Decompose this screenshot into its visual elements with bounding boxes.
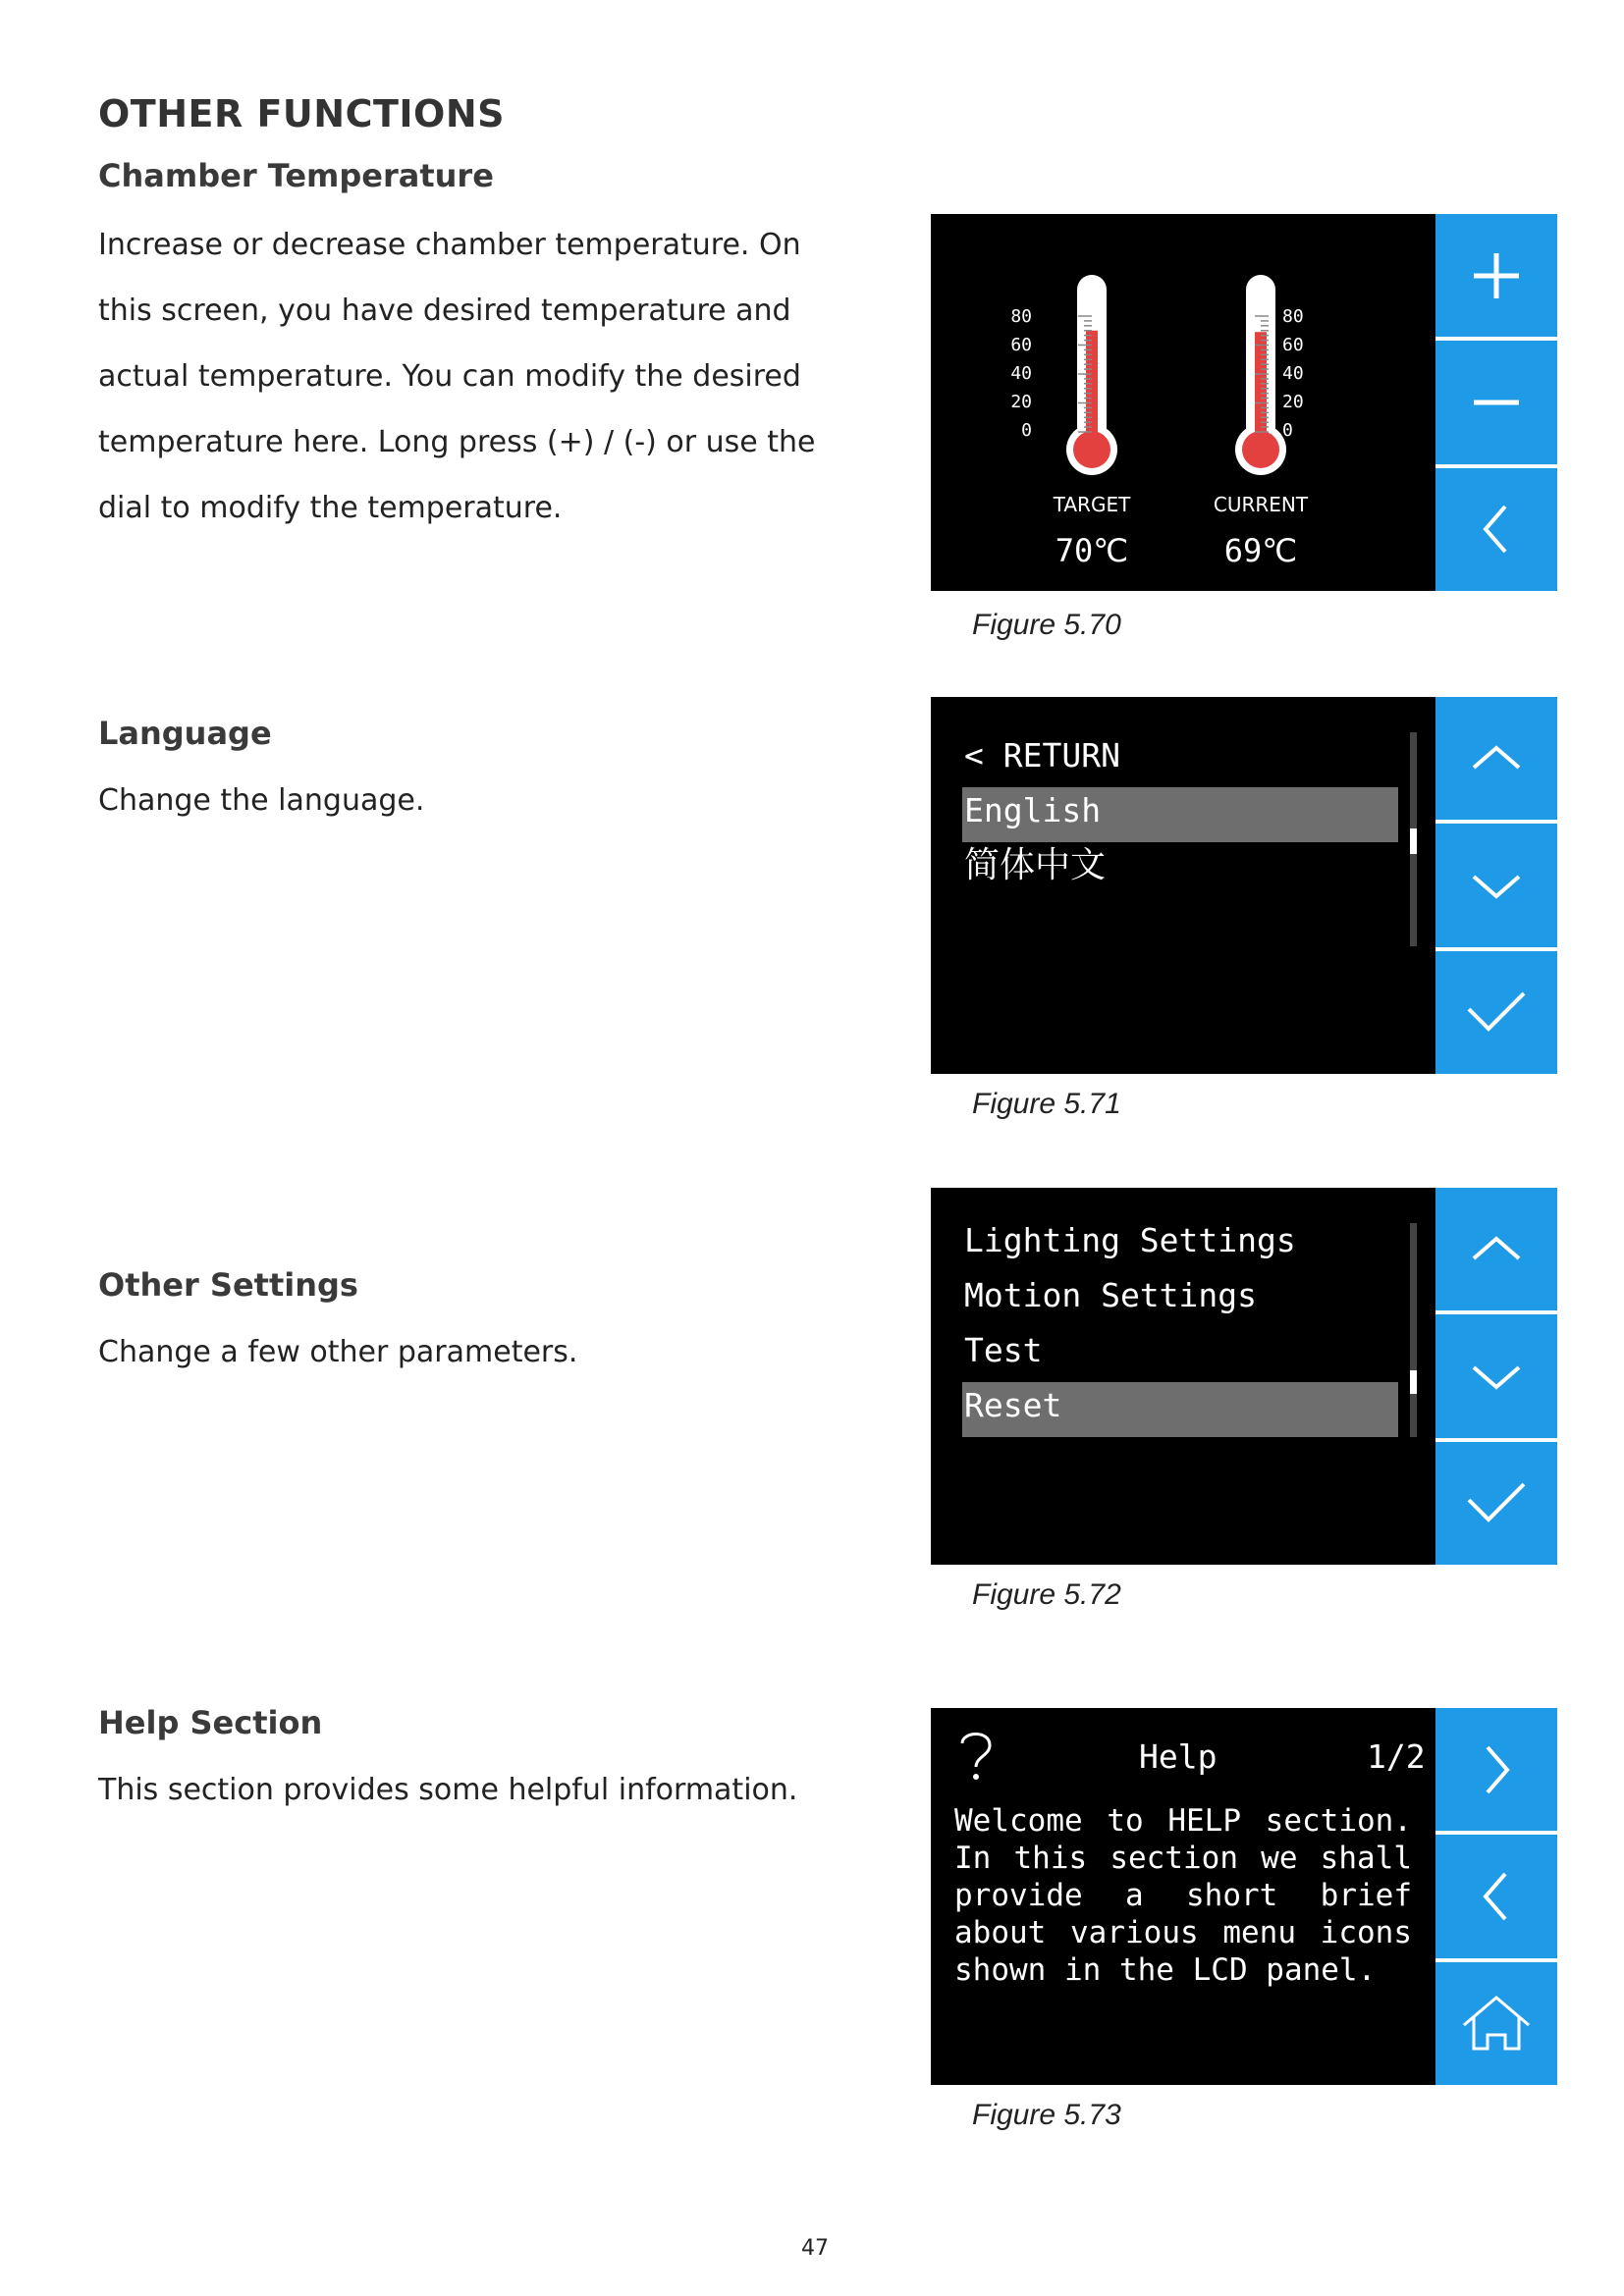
- scrollbar[interactable]: [1410, 1223, 1417, 1437]
- target-label: TARGET: [1053, 493, 1131, 516]
- scale-tick-label: 60: [1282, 335, 1304, 355]
- confirm-button[interactable]: [1435, 1442, 1557, 1565]
- scrollbar-thumb[interactable]: [1410, 1370, 1417, 1394]
- back-arrow-icon: [1470, 1870, 1523, 1923]
- menu-item-test[interactable]: Test: [964, 1331, 1043, 1369]
- menu-item-english[interactable]: English: [962, 787, 1398, 842]
- scroll-down-button[interactable]: [1435, 1314, 1557, 1437]
- page-heading: OTHER FUNCTIONS: [98, 92, 506, 135]
- help-text-line: provide a short brief: [954, 1878, 1412, 1913]
- description-line: this screen, you have desired temperature and: [98, 294, 791, 328]
- scale-tick-label: 20: [1010, 392, 1032, 412]
- scroll-down-button[interactable]: [1435, 824, 1557, 946]
- scroll-up-button[interactable]: [1435, 1188, 1557, 1310]
- increase-button[interactable]: [1435, 214, 1557, 337]
- menu-item-motion-settings[interactable]: Motion Settings: [964, 1276, 1258, 1314]
- help-text-line: shown in the LCD panel.: [954, 1952, 1377, 1988]
- plus-icon: [1470, 249, 1523, 302]
- figure-caption: Figure 5.73: [972, 2099, 1121, 2131]
- help-text-line: Welcome to HELP section.: [954, 1803, 1412, 1839]
- target-temperature-value: 70℃: [1055, 532, 1129, 569]
- back-button[interactable]: [1435, 1835, 1557, 1957]
- scrollbar[interactable]: [1410, 732, 1417, 946]
- figure-caption: Figure 5.70: [972, 609, 1121, 641]
- chamber-temperature-heading: Chamber Temperature: [98, 157, 494, 194]
- scale-tick-label: 0: [1021, 420, 1032, 441]
- checkmark-icon: [1465, 986, 1528, 1039]
- help-text-line: about various menu icons: [954, 1915, 1412, 1950]
- page-number: 47: [801, 2236, 829, 2261]
- language-description: Change the language.: [98, 783, 425, 818]
- help-section-description: This section provides some helpful information.: [98, 1773, 798, 1807]
- help-title: Help: [1139, 1737, 1218, 1776]
- checkmark-icon: [1465, 1476, 1528, 1529]
- next-page-button[interactable]: [1435, 1708, 1557, 1831]
- figure-caption: Figure 5.72: [972, 1578, 1121, 1611]
- help-screen: [931, 1708, 1557, 2085]
- menu-item-lighting-settings[interactable]: Lighting Settings: [964, 1221, 1296, 1259]
- menu-item-return[interactable]: < RETURN: [964, 736, 1120, 774]
- current-label: CURRENT: [1213, 493, 1309, 516]
- button-column: [1435, 1188, 1557, 1565]
- up-arrow-icon: [1470, 1223, 1523, 1276]
- next-arrow-icon: [1470, 1743, 1523, 1796]
- scale-tick-label: 80: [1010, 306, 1032, 327]
- minus-icon: [1470, 376, 1523, 429]
- scale-tick-label: 40: [1010, 363, 1032, 384]
- down-arrow-icon: [1470, 859, 1523, 912]
- button-column: [1435, 214, 1557, 591]
- question-mark-icon: [956, 1728, 996, 1783]
- menu-item-reset[interactable]: Reset: [962, 1382, 1398, 1437]
- home-icon: [1460, 1992, 1533, 2055]
- settings-list: [962, 1217, 1398, 1437]
- menu-item-chinese[interactable]: 简体中文: [964, 845, 1107, 885]
- button-column: [1435, 1708, 1557, 2085]
- other-settings-screen: [931, 1188, 1557, 1565]
- home-button[interactable]: [1435, 1962, 1557, 2085]
- decrease-button[interactable]: [1435, 341, 1557, 463]
- other-settings-description: Change a few other parameters.: [98, 1335, 578, 1369]
- help-text-line: In this section we shall: [954, 1841, 1412, 1876]
- scale-tick-label: 60: [1010, 335, 1032, 355]
- chamber-temperature-description: [98, 212, 816, 541]
- button-column: [1435, 697, 1557, 1074]
- description-line: temperature here. Long press (+) / (-) or use the: [98, 425, 816, 459]
- help-text: [954, 1802, 1412, 1989]
- back-arrow-icon: [1470, 503, 1523, 556]
- description-line: actual temperature. You can modify the desired: [98, 359, 801, 394]
- target-thermometer-icon: [1066, 275, 1117, 475]
- scale-tick-label: 80: [1282, 306, 1304, 327]
- scrollbar-thumb[interactable]: [1410, 828, 1417, 854]
- current-temperature-value: 69℃: [1223, 532, 1298, 569]
- scale-tick-label: 40: [1282, 363, 1304, 384]
- scroll-up-button[interactable]: [1435, 697, 1557, 820]
- chamber-temperature-screen: [931, 214, 1557, 591]
- back-button[interactable]: [1435, 468, 1557, 591]
- language-list: [962, 732, 1398, 897]
- current-thermometer-icon: [1235, 275, 1286, 475]
- down-arrow-icon: [1470, 1350, 1523, 1403]
- description-line: dial to modify the temperature.: [98, 491, 563, 525]
- scale-tick-label: 20: [1282, 392, 1304, 412]
- up-arrow-icon: [1470, 732, 1523, 785]
- other-settings-heading: Other Settings: [98, 1266, 358, 1304]
- language-heading: Language: [98, 715, 272, 752]
- description-line: Increase or decrease chamber temperature. On: [98, 228, 801, 262]
- page-indicator: 1/2: [1367, 1737, 1426, 1776]
- language-screen: [931, 697, 1557, 1074]
- figure-caption: Figure 5.71: [972, 1088, 1121, 1120]
- help-section-heading: Help Section: [98, 1704, 323, 1741]
- thermometers: [931, 214, 1422, 591]
- scale-tick-label: 0: [1282, 420, 1293, 441]
- confirm-button[interactable]: [1435, 951, 1557, 1074]
